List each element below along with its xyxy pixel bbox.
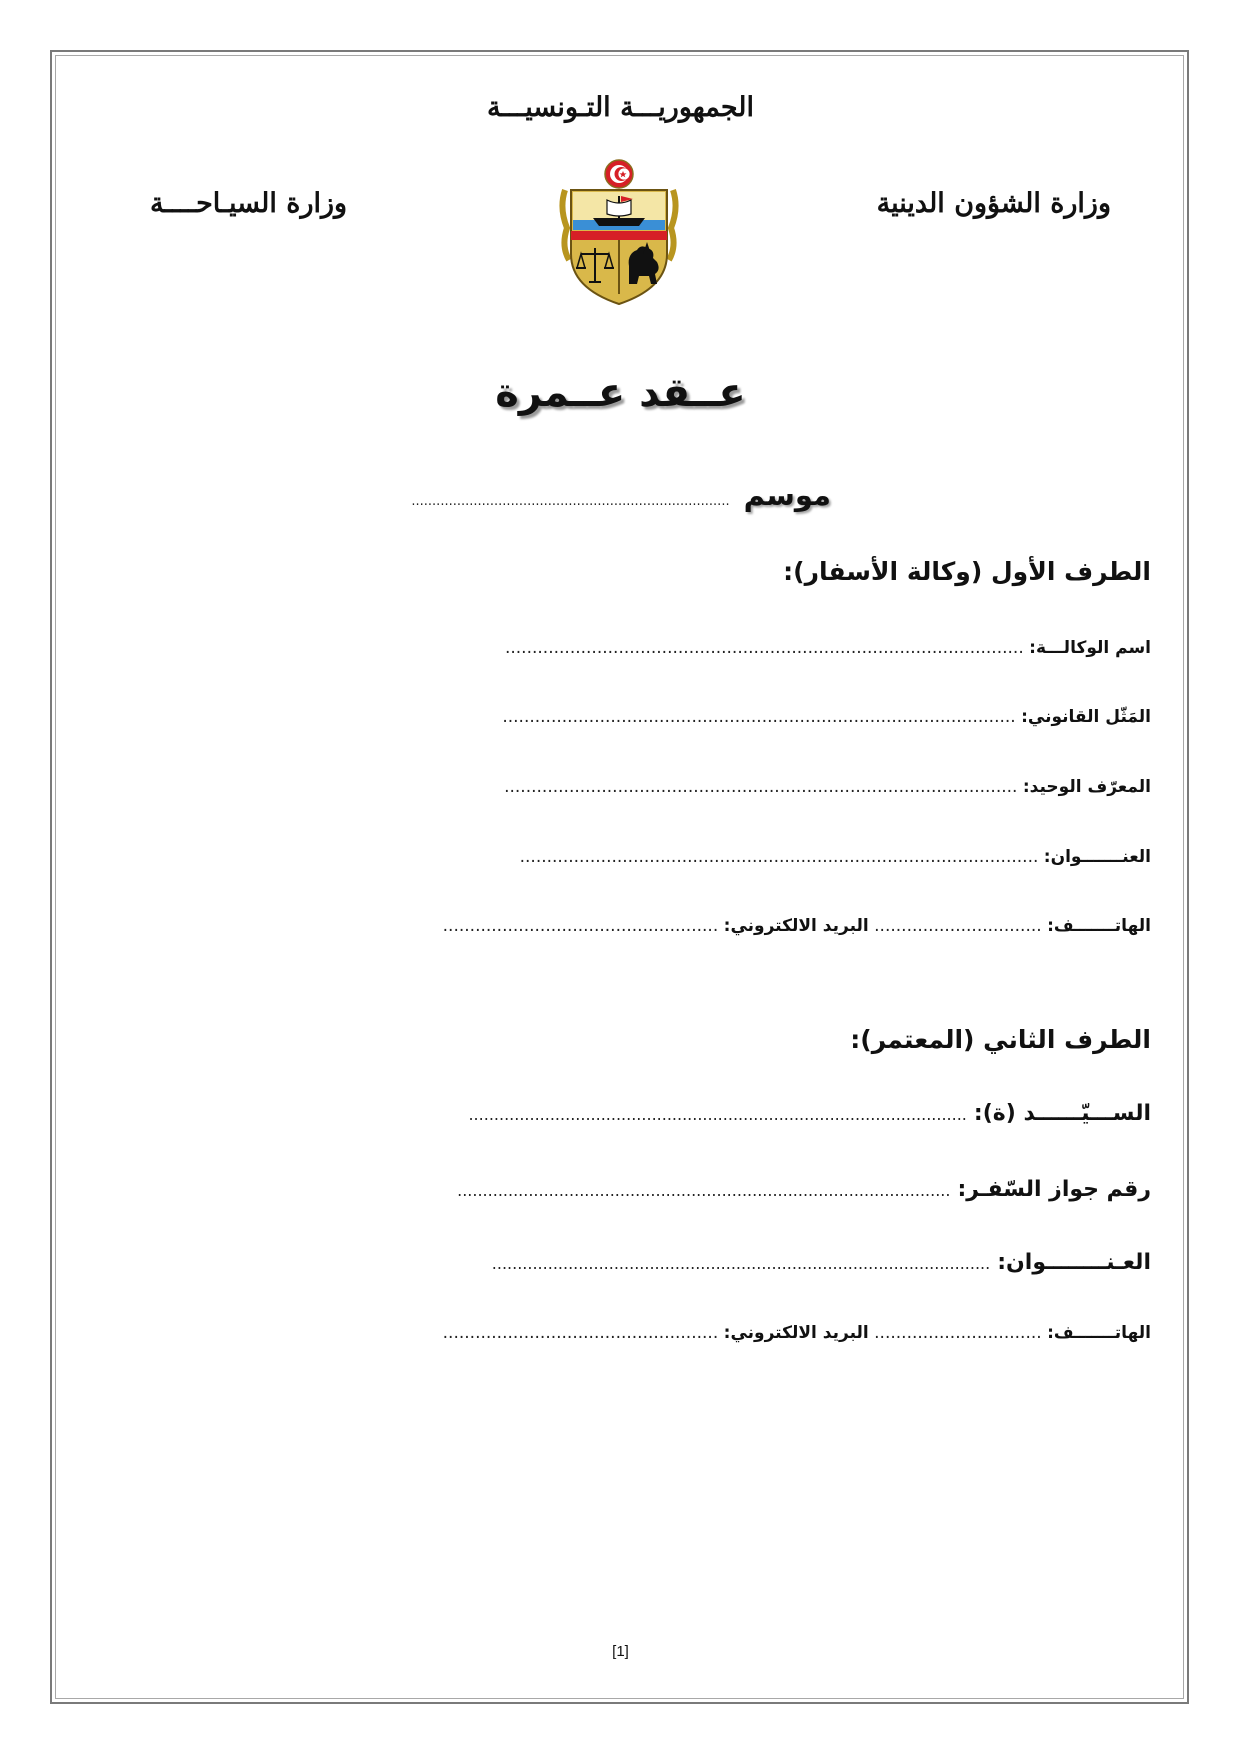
unique-identifier-field bbox=[91, 777, 1151, 797]
legal-representative-field bbox=[91, 707, 1151, 727]
agency-email-input[interactable]: ................................................... bbox=[442, 916, 719, 936]
pilgrim-address-input[interactable]: .................................................................................................. bbox=[491, 1254, 991, 1273]
pilgrim-name-field bbox=[91, 1101, 1151, 1126]
agency-address-input[interactable]: ................................................................................................ bbox=[519, 847, 1039, 867]
ministry-tourism: وزارة السيـاحــــة bbox=[150, 188, 348, 219]
season-line bbox=[411, 478, 831, 512]
field-label: العنـــــــوان: bbox=[1043, 847, 1151, 867]
party-one-heading: الطرف الأول (وكالة الأسفار): bbox=[783, 557, 1151, 586]
email-label: البريد الالكتروني: bbox=[723, 916, 869, 936]
tunisia-coat-of-arms-icon bbox=[557, 158, 681, 308]
passport-number-input[interactable]: ................................................................................................. bbox=[457, 1181, 951, 1200]
field-label: الســـيّــــــد (ة): bbox=[973, 1101, 1151, 1126]
page-number: [1] bbox=[612, 1643, 629, 1660]
agency-phone-input[interactable]: ............................... bbox=[874, 916, 1042, 936]
unique-identifier-input[interactable]: ............................................................................................... bbox=[504, 777, 1018, 797]
passport-number-field bbox=[91, 1177, 1151, 1202]
pilgrim-phone-input[interactable]: ............................... bbox=[874, 1323, 1042, 1343]
agency-address-field bbox=[91, 847, 1151, 867]
pilgrim-address-field bbox=[91, 1250, 1151, 1275]
ministry-religious-affairs: وزارة الشؤون الدينية bbox=[876, 188, 1111, 219]
field-label: رقم جواز السّفـر: bbox=[957, 1177, 1151, 1202]
pilgrim-email-input[interactable]: ................................................... bbox=[442, 1323, 719, 1343]
field-label: المَثّل القانوني: bbox=[1021, 707, 1151, 727]
agency-name-field bbox=[91, 638, 1151, 658]
season-label: موسم bbox=[743, 478, 831, 512]
agency-name-input[interactable]: ................................................................................................ bbox=[504, 638, 1024, 658]
pilgrim-contact-field bbox=[91, 1323, 1151, 1343]
phone-label: الهاتـــــــف: bbox=[1047, 916, 1151, 936]
field-label: العـنــــــــوان: bbox=[997, 1250, 1151, 1275]
legal-representative-input[interactable]: ............................................................................................... bbox=[502, 707, 1016, 727]
field-label: المعرّف الوحيد: bbox=[1022, 777, 1151, 797]
field-label: اسم الوكالـــة: bbox=[1029, 638, 1151, 658]
pilgrim-name-input[interactable]: .................................................................................................. bbox=[468, 1105, 967, 1124]
party-two-heading: الطرف الثاني (المعتمر): bbox=[850, 1025, 1151, 1054]
email-label: البريد الالكتروني: bbox=[723, 1323, 869, 1343]
season-input-dots[interactable]: ............................................................................. bbox=[411, 494, 730, 509]
contract-title: عــقد عــمرة bbox=[495, 370, 746, 416]
phone-label: الهاتـــــــف: bbox=[1047, 1323, 1151, 1343]
agency-contact-field bbox=[91, 916, 1151, 936]
republic-heading: الجمهوريـــة التـونسيـــة bbox=[486, 92, 754, 123]
